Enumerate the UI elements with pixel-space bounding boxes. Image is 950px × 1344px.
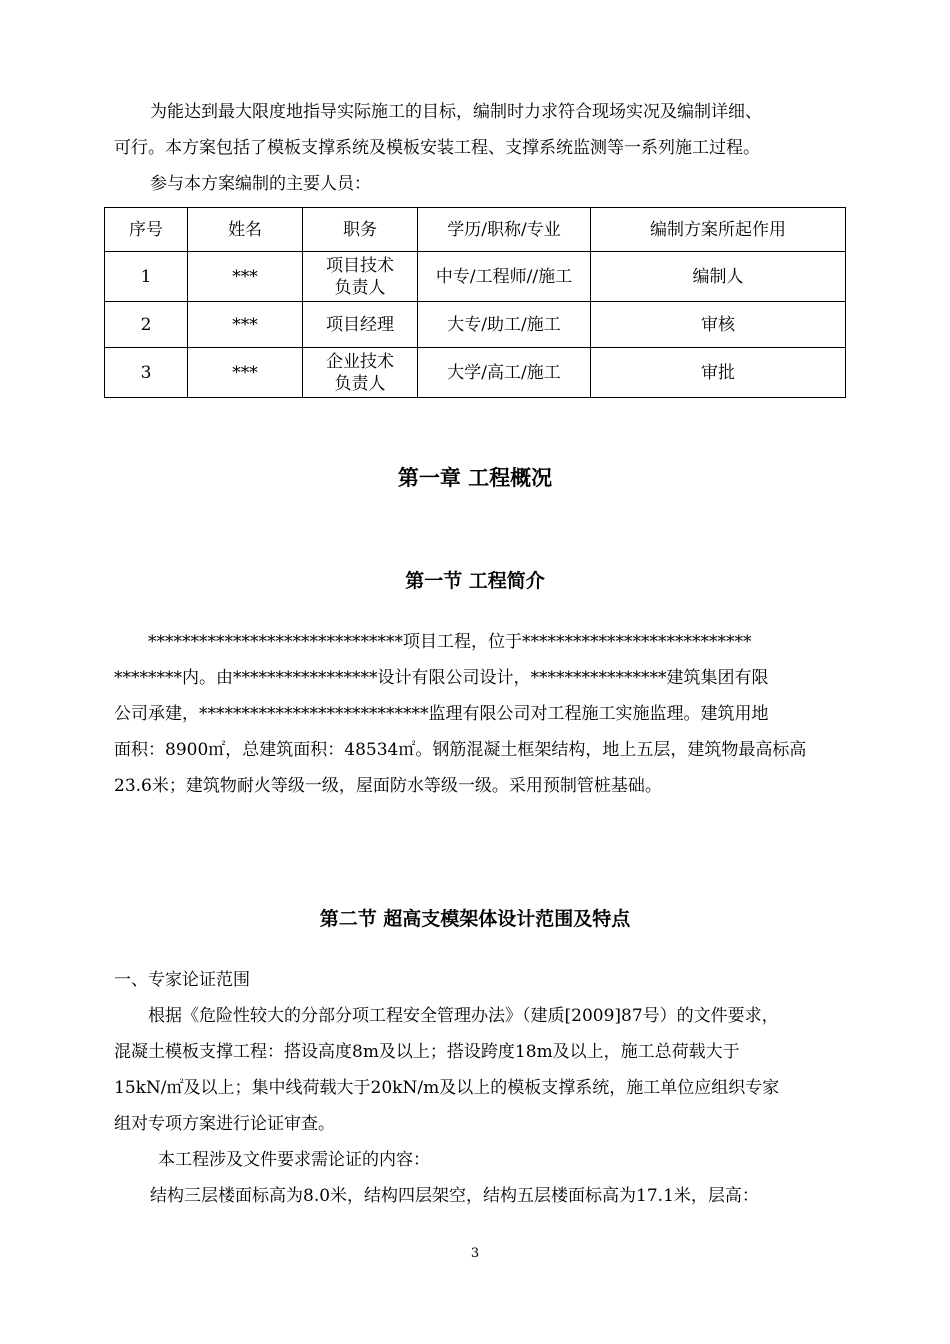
table-cell: *** xyxy=(188,302,303,348)
page-number: 3 xyxy=(470,1246,480,1261)
table-row xyxy=(105,302,846,348)
section-1-paragraph: ******************************项目工程，位于*************************** ********内。由*****************设计有限公司设计，****************建筑集团有限 公司承建，***************************监理有限公司对工程施工实施监理。建筑用地 面积：8900㎡，总建筑面积：48534㎡。钢筋混凝土框架结构，地上五层，建筑物最高标高 23.6米；建筑物耐火等级一级，屋面防水等级一级。采用预制管桩基础。 xyxy=(114,632,807,796)
table-header-cell: 姓名 xyxy=(188,208,303,252)
intro-paragraph-line-1: 为能达到最大限度地指导实际施工的目标，编制时力求符合现场实况及编制详细、 xyxy=(150,102,762,122)
chapter-title: 第一章 工程概况 xyxy=(397,466,553,490)
table-header-cell: 序号 xyxy=(105,208,188,252)
intro-paragraph-line-2: 可行。本方案包括了模板支撑系统及模板安装工程、支撑系统监测等一系列施工过程。 xyxy=(114,138,760,158)
section-1-title: 第一节 工程简介 xyxy=(405,570,545,592)
table-cell: 审批 xyxy=(591,348,846,398)
table-cell: 3 xyxy=(105,348,188,398)
content-requiring-review: 本工程涉及文件要求需论证的内容： xyxy=(158,1150,430,1170)
table-cell: 项目技术 负责人 xyxy=(303,252,418,302)
table-header-row xyxy=(105,208,846,252)
table-cell: 2 xyxy=(105,302,188,348)
subheading-expert-scope: 一、专家论证范围 xyxy=(114,970,250,990)
staff-table xyxy=(104,207,846,398)
structure-heights: 结构三层楼面标高为8.0米，结构四层架空，结构五层楼面标高为17.1米，层高： xyxy=(150,1186,759,1206)
table-row xyxy=(105,252,846,302)
staff-intro: 参与本方案编制的主要人员： xyxy=(150,174,371,194)
table-cell: 1 xyxy=(105,252,188,302)
section-2-title: 第二节 超高支模架体设计范围及特点 xyxy=(319,908,631,930)
table-header-cell: 学历/职称/专业 xyxy=(418,208,591,252)
table-header-cell: 编制方案所起作用 xyxy=(591,208,846,252)
table-cell: 大专/助工/施工 xyxy=(418,302,591,348)
table-cell: *** xyxy=(188,252,303,302)
table-cell: 项目经理 xyxy=(303,302,418,348)
section-2-paragraph: 根据《危险性较大的分部分项工程安全管理办法》（建质[2009]87号）的文件要求， 混凝土模板支撑工程：搭设高度8m及以上；搭设跨度18m及以上，施工总荷载大于 15kN/㎡及以上；集中线荷载大于20kN/m及以上的模板支撑系统，施工单位应组织专家 组对专项方案进行论证审查。 xyxy=(114,1006,780,1134)
table-cell: 中专/工程师//施工 xyxy=(418,252,591,302)
table-cell: 大学/高工/施工 xyxy=(418,348,591,398)
table-cell: 审核 xyxy=(591,302,846,348)
table-row xyxy=(105,348,846,398)
table-cell: 企业技术 负责人 xyxy=(303,348,418,398)
table-header-cell: 职务 xyxy=(303,208,418,252)
table-cell: 编制人 xyxy=(591,252,846,302)
table-cell: *** xyxy=(188,348,303,398)
